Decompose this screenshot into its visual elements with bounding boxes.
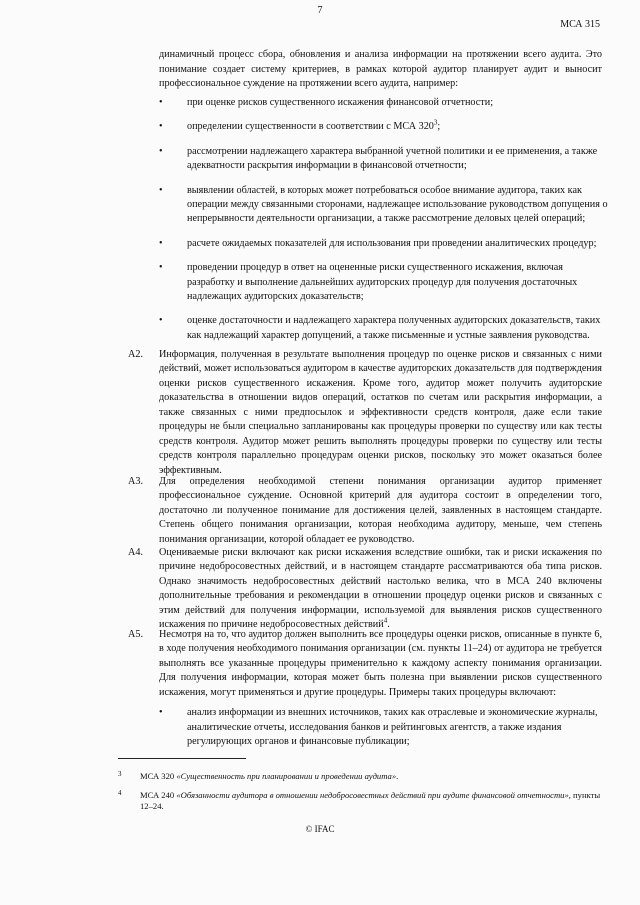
list-item — [159, 96, 609, 110]
footnote-ref: 4 — [383, 616, 388, 625]
footnote-title: «Существенность при планировании и проведении аудита» — [176, 771, 397, 781]
paragraph-a2 — [128, 348, 602, 478]
list-item-text: при оценке рисков существенного искажения финансовой отчетности; — [187, 97, 494, 108]
list-item — [159, 237, 609, 251]
footnote-prefix: МСА 320 — [140, 771, 177, 781]
list-item — [159, 145, 609, 174]
list-item — [159, 261, 609, 304]
paragraph-text: Для определения необходимой степени понимания организации аудитор применяет профессиональное суждение. Основной критерий для аудитора состоит в определении того, достаточно ли полученное понимание для достижения целей, заявленных в настоящем стандарте. Степень общего понимания организации, которая необходима аудитору, меньше, чем степень понимания организации, которой обладает ее руководство. — [159, 476, 602, 545]
list-item-punct: ; — [437, 121, 441, 133]
intro-paragraph: динамичный процесс сбора, обновления и анализа информации на протяжении всего аудита. Это понимание создает систему критериев, в рамках которой аудитор планирует аудит и выносит профессиональное суждение на протяжении всего аудита, например: — [159, 49, 602, 90]
list-item — [159, 706, 602, 749]
bullet-icon: • — [159, 262, 163, 274]
footnote-title: «Обязанности аудитора в отношении недобросовестных действий при аудите финансовой отчетности» — [176, 789, 569, 800]
standard-label: МСА 315 — [560, 19, 600, 30]
list-item — [159, 184, 609, 227]
bullet-icon: • — [159, 97, 163, 108]
list-item-text: определении существенности в соответствии с МСА 320 — [187, 121, 434, 133]
paragraph-body: Оцениваемые риски включают как риски искажения вследствие ошибки, так и риски искажения по причине недобросовестных действий, и в настоящем стандарте рассматриваются оба типа рисков. Однако значимость недобросовестных действий настолько велика, что в МСА 240 включены дополнительные требования и рекомендации в отношении процедур оценки рисков и связанных с этим действий для получения информации, используемой для выявления рисков существенного искажения по причине недобросовестных действий — [159, 547, 602, 631]
bullet-icon: • — [159, 237, 163, 249]
bullet-icon: • — [159, 145, 163, 157]
paragraph-number: A5. — [128, 629, 143, 640]
page-number: 7 — [317, 5, 323, 16]
list-item-text: анализ информации из внешних источников, таких как отраслевые и экономические журналы, аналитические отчеты, исследования банков и рейтинговых агентств, а также издания регулирующих органов и финансовые публикации; — [187, 707, 598, 748]
paragraph-number: A4. — [128, 547, 143, 558]
list-item — [159, 314, 609, 343]
paragraph-text: Информация, полученная в результате выполнения процедур по оценке рисков и связанных с ними действий, может использоваться аудитором в качестве аудиторских доказательств для подтверждения оценки рисков существенного искажения. Кроме того, аудитор может получить аудиторские доказательства в отношении видов операций, остатков по счетам или раскрытия информации, а также связанных с ними предпосылок и эффективности средств контроля, даже если такие процедуры не были специально запланированы как процедуры проверки по существу или как тесты средств контроля. Аудитор может решить выполнять процедуры проверки по существу или тесты средств контроля параллельно процедурам оценки рисков, поскольку это может оказаться более эффективным. — [159, 349, 602, 476]
footnote — [118, 790, 604, 813]
bullet-icon: • — [159, 707, 163, 719]
footnote — [118, 771, 604, 783]
list-item — [159, 120, 609, 134]
bullet-icon: • — [159, 121, 163, 133]
footnote-prefix: МСА 240 — [140, 789, 177, 800]
paragraph-text — [159, 546, 602, 633]
list-item-text: оценке достаточности и надлежащего характера полученных аудиторских доказательств, таких как надлежащий характер допущений, а также письменные и устные заявления руководства. — [187, 315, 601, 341]
footnote-ref: 3 — [433, 119, 438, 128]
bullet-list — [159, 96, 609, 353]
paragraph-punct: . — [387, 619, 390, 631]
list-item-text: проведении процедур в ответ на оцененные риски существенного искажения, включая разработку и выполнение дальнейших аудиторских процедур для получения достаточных надлежащих аудиторских доказательств; — [187, 262, 578, 303]
footnote-divider — [118, 758, 246, 759]
footnote-number: 4 — [118, 788, 122, 797]
paragraph-number: A2. — [128, 349, 143, 360]
footnote-suffix: , пункты 12–24. — [140, 789, 601, 811]
footnote-number: 3 — [118, 770, 122, 778]
sub-bullet-list — [128, 706, 602, 749]
paragraph-a5 — [128, 628, 602, 750]
list-item-text: выявлении областей, в которых может потребоваться особое внимание аудитора, таких как операции между связанными сторонами, надлежащее использование руководством допущения о непрерывности деятельности организации, а также рассмотрение деловых целей операций; — [187, 184, 608, 225]
paragraph-a4 — [128, 546, 602, 633]
list-item-text: рассмотрении надлежащего характера выбранной учетной политики и ее применения, а также адекватности раскрытия информации в финансовой отчетности; — [187, 145, 598, 172]
paragraph-text: Несмотря на то, что аудитор должен выполнить все процедуры оценки рисков, описанные в пункте 6, в ходе получения необходимого понимания организации (см. пункты 11–24) от аудитора не требуется выполнять все указанные процедуры применительно к каждому аспекту понимания организации. Для получения информации, которая может быть полезна при выявлении рисков существенного искажения, могут применяться и другие процедуры. Примеры таких процедуры включают: — [159, 629, 602, 698]
footnote-suffix: . — [396, 771, 399, 781]
list-item-text: расчете ожидаемых показателей для использования при проведении аналитических процедур; — [187, 237, 597, 249]
copyright: © IFAC — [305, 824, 335, 834]
bullet-icon: • — [159, 184, 163, 196]
paragraph-number: A3. — [128, 476, 143, 487]
bullet-icon: • — [159, 315, 163, 327]
footnotes — [118, 771, 604, 820]
paragraph-a3 — [128, 475, 602, 547]
